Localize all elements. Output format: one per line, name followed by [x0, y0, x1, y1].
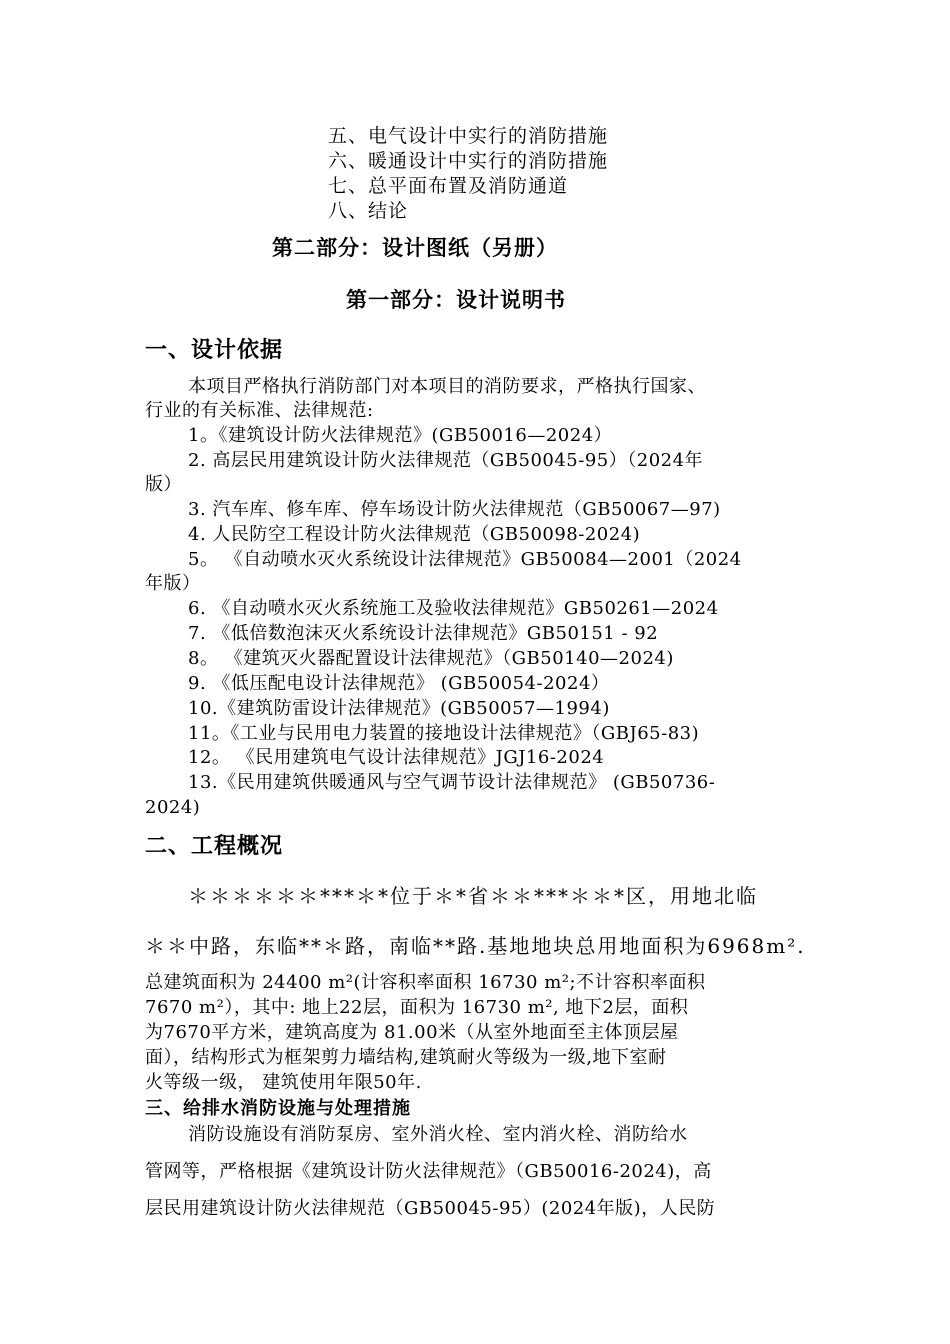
section3-line3: 层民用建筑设计防火法律规范（GB50045-95）(2024年版)，人民防 [145, 1198, 716, 1219]
standard-item: 1。《建筑设计防火法律规范》(GB50016—2024） [188, 425, 613, 446]
standard-item: 12。 《民用建筑电气设计法律规范》JGJ16-2024 [188, 747, 605, 768]
standard-item: 3. 汽车库、修车库、停车场设计防火法律规范（GB50067—97) [188, 499, 721, 520]
section1-intro-line1: 本项目严格执行消防部门对本项目的消防要求，严格执行国家、 [188, 376, 706, 397]
section2-line6: 面），结构形式为框架剪力墙结构,建筑耐火等级为一级,地下室耐 [145, 1047, 667, 1068]
section2-line4: 7670 m²），其中: 地上22层，面积为 16730 m², 地下2层，面积 [145, 997, 689, 1018]
standard-item: 13.《民用建筑供暖通风与空气调节设计法律规范》 (GB50736- [188, 772, 716, 793]
standard-item-continuation: 年版） [145, 573, 201, 594]
standard-item: 5。 《自动喷水灭火系统设计法律规范》GB50084—2001（2024 [188, 549, 742, 570]
standard-item-continuation: 版） [145, 474, 182, 495]
toc-item-5: 五、电气设计中实行的消防措施 [328, 125, 609, 147]
section3-line2: 管网等，严格根据《建筑设计防火法律规范》（GB50016-2024)，高 [145, 1161, 712, 1182]
section2-line1: ＊＊＊＊＊＊***＊*位于＊*省＊＊***＊＊*区，用地北临 [188, 884, 758, 908]
toc-item-6: 六、暖通设计中实行的消防措施 [328, 150, 609, 172]
standard-item-continuation: 2024) [145, 797, 201, 818]
section3-line1: 消防设施设有消防泵房、室外消火栓、室内消火栓、消防给水 [188, 1124, 688, 1145]
section2-line5: 为7670平方米，建筑高度为 81.00米（从室外地面至主体顶层屋 [145, 1022, 679, 1043]
standard-item: 11。《工业与民用电力装置的接地设计法律规范》（GBJ65-83) [188, 723, 700, 744]
standard-item: 10.《建筑防雷设计法律规范》(GB50057—1994) [188, 698, 610, 719]
standard-item: 8。 《建筑灭火器配置设计法律规范》（GB50140—2024) [188, 648, 674, 669]
standard-item: 9. 《低压配电设计法律规范》 (GB50054-2024） [188, 673, 610, 694]
part1-title: 第一部分：设计说明书 [346, 288, 566, 312]
section1-heading: 一、设计依据 [145, 338, 284, 363]
section1-intro-line2: 行业的有关标准、法律规范: [145, 400, 374, 421]
section2-line7: 火等级一级， 建筑使用年限50年. [145, 1072, 422, 1093]
section3-heading: 三、给排水消防设施与处理措施 [145, 1098, 411, 1119]
toc-item-8: 八、结论 [328, 200, 409, 222]
standard-item: 4. 人民防空工程设计防火法律规范（GB50098-2024) [188, 524, 641, 545]
standard-item: 2. 高层民用建筑设计防火法律规范（GB50045-95）（2024年 [188, 450, 704, 471]
standard-item: 7. 《低倍数泡沫灭火系统设计法律规范》GB50151 - 92 [188, 623, 659, 644]
part2-title: 第二部分：设计图纸（另册） [272, 236, 558, 260]
standard-item: 6. 《自动喷水灭火系统施工及验收法律规范》GB50261—2024 [188, 598, 719, 619]
section2-heading: 二、工程概况 [145, 834, 284, 859]
section2-line2: ＊＊中路，东临**＊路，南临**路.基地地块总用地面积为6968m². [145, 934, 806, 958]
section2-line3: 总建筑面积为 24400 m²(计容积率面积 16730 m²;不计容积率面积 [145, 972, 706, 993]
toc-item-7: 七、总平面布置及消防通道 [328, 175, 569, 197]
